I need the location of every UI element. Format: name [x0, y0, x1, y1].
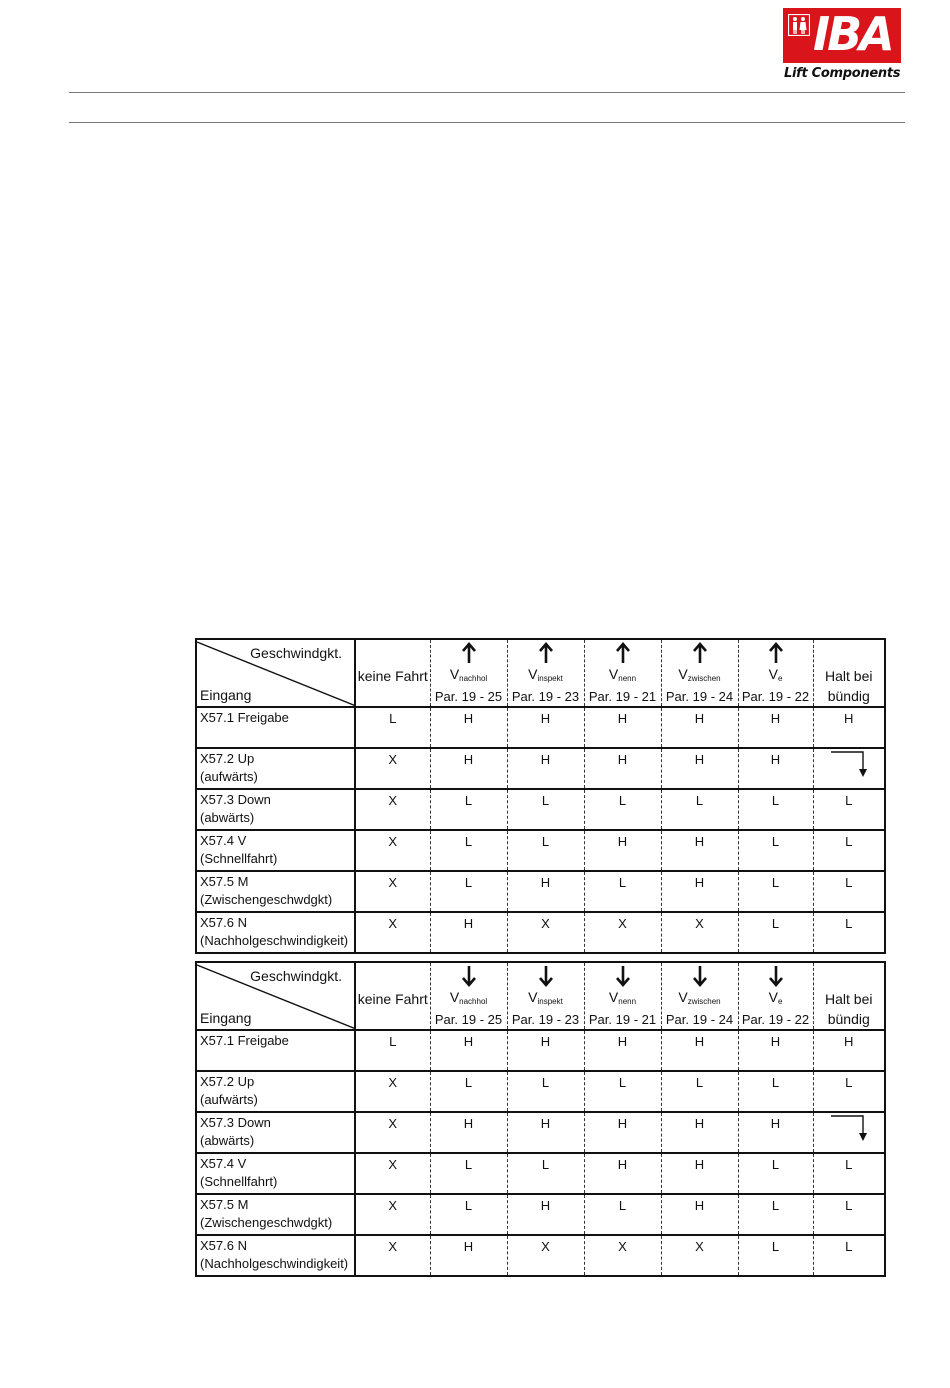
value-cell: L: [507, 1071, 584, 1112]
company-logo: [783, 8, 905, 84]
value-cell: L: [430, 830, 507, 871]
down-arrow-icon: [461, 965, 477, 987]
value-cell: H: [584, 1030, 661, 1071]
value-cell: H: [507, 1194, 584, 1235]
value-cell: X: [355, 912, 430, 953]
column-header-6: [813, 962, 885, 1030]
value-cell: H: [430, 748, 507, 789]
value-cell: L: [507, 830, 584, 871]
speed-name: [585, 989, 661, 1006]
speed-table-down: [195, 961, 886, 1277]
input-name: X57.4 V: [200, 1156, 247, 1171]
stop-label-line1: Halt bei: [825, 668, 873, 684]
value-cell: H: [430, 912, 507, 953]
column-header-4: [661, 639, 738, 707]
input-description: (Zwischengeschwdgkt): [200, 892, 333, 907]
speed-subscript: nachhol: [459, 674, 488, 683]
value-cell: H: [430, 1112, 507, 1153]
down-arrow-icon: [538, 965, 554, 987]
speed-table-up: [195, 638, 886, 954]
bend-down-arrow-icon: [829, 1113, 869, 1143]
table-row: [196, 1030, 885, 1071]
speed-subscript: zwischen: [687, 997, 721, 1006]
table-row: [196, 1112, 885, 1153]
value-cell: L: [738, 1194, 813, 1235]
input-label-cell: [196, 1030, 355, 1071]
input-label-cell: [196, 748, 355, 789]
value-cell: X: [355, 1071, 430, 1112]
value-cell: L: [584, 789, 661, 830]
value-cell: X: [355, 830, 430, 871]
input-description: (Schnellfahrt): [200, 1174, 278, 1189]
input-label-cell: [196, 830, 355, 871]
column-header-3: [584, 962, 661, 1030]
input-label-cell: [196, 1071, 355, 1112]
speed-subscript: zwischen: [687, 674, 721, 683]
table-row: [196, 830, 885, 871]
value-cell: X: [355, 748, 430, 789]
speed-symbol: V: [449, 666, 460, 682]
value-cell: L: [661, 1071, 738, 1112]
value-cell: X: [661, 1235, 738, 1276]
speed-symbol: V: [678, 666, 688, 682]
logo-wordmark: IBA: [813, 7, 892, 61]
value-cell: H: [738, 707, 813, 748]
speed-name: [431, 989, 507, 1006]
up-arrow-icon: [615, 642, 631, 664]
value-cell: L: [661, 789, 738, 830]
parameter-ref: Par. 19 - 25: [434, 1012, 503, 1027]
up-arrow-icon: [768, 642, 784, 664]
input-description: (aufwärts): [200, 769, 258, 784]
value-cell: X: [584, 1235, 661, 1276]
speed-symbol: V: [528, 666, 538, 682]
stop-label-line2: bündig: [827, 1011, 870, 1027]
value-cell: X: [661, 912, 738, 953]
input-label-cell: [196, 1235, 355, 1276]
input-header-label: Eingang: [200, 687, 252, 703]
parameter-ref: Par. 19 - 21: [588, 689, 657, 704]
value-cell: H: [661, 1194, 738, 1235]
input-label-cell: [196, 707, 355, 748]
value-cell: L: [813, 1071, 885, 1112]
value-cell: L: [738, 830, 813, 871]
column-header-0: [355, 962, 430, 1030]
value-cell: H: [661, 830, 738, 871]
input-name: X57.5 M: [200, 874, 249, 889]
input-label-cell: [196, 1112, 355, 1153]
table-row: [196, 748, 885, 789]
parameter-ref: Par. 19 - 23: [511, 1012, 580, 1027]
speed-subscript: nenn: [618, 997, 637, 1006]
speed-name: [508, 666, 584, 683]
value-cell: H: [738, 748, 813, 789]
down-arrow-icon: [768, 965, 784, 987]
speed-subscript: nenn: [618, 674, 637, 683]
input-name: X57.2 Up: [200, 751, 255, 766]
value-cell: X: [355, 1112, 430, 1153]
value-cell: L: [738, 871, 813, 912]
value-cell: H: [813, 1030, 885, 1071]
column-header-4: [661, 962, 738, 1030]
value-cell: H: [738, 1112, 813, 1153]
value-cell: H: [430, 1235, 507, 1276]
value-cell: X: [355, 871, 430, 912]
value-cell: L: [813, 912, 885, 953]
column-header-5: [738, 962, 813, 1030]
value-cell: H: [661, 1030, 738, 1071]
value-cell: H: [584, 1153, 661, 1194]
up-arrow-icon: [538, 642, 554, 664]
parameter-ref: Par. 19 - 24: [665, 689, 734, 704]
table-row: [196, 1071, 885, 1112]
column-header-6: [813, 639, 885, 707]
down-arrow-icon: [692, 965, 708, 987]
value-cell: L: [813, 1235, 885, 1276]
logo-red-box: [783, 8, 901, 63]
up-arrow-icon: [461, 642, 477, 664]
speed-header-label: Geschwindgkt.: [250, 968, 342, 984]
value-cell: L: [430, 871, 507, 912]
value-cell: H: [507, 1112, 584, 1153]
column-header-5: [738, 639, 813, 707]
value-cell: L: [430, 1153, 507, 1194]
speed-subscript: inspekt: [537, 997, 563, 1006]
value-cell: H: [507, 1030, 584, 1071]
value-cell: H: [507, 707, 584, 748]
no-travel-label: keine Fahrt: [357, 668, 428, 684]
speed-symbol: V: [768, 989, 778, 1005]
speed-subscript: e: [777, 674, 783, 683]
value-cell: L: [355, 707, 430, 748]
column-header-2: [507, 639, 584, 707]
table-row: [196, 707, 885, 748]
speed-subscript: inspekt: [537, 674, 563, 683]
value-cell: L: [738, 1153, 813, 1194]
speed-symbol: V: [678, 989, 688, 1005]
stop-label-line2: bündig: [827, 688, 870, 704]
value-cell: L: [507, 1153, 584, 1194]
value-cell: L: [813, 1194, 885, 1235]
elevator-figures-icon: [788, 14, 810, 36]
speed-name: [585, 666, 661, 683]
column-header-0: [355, 639, 430, 707]
parameter-ref: Par. 19 - 22: [741, 689, 810, 704]
value-cell: L: [813, 789, 885, 830]
input-description: (aufwärts): [200, 1092, 258, 1107]
value-cell: L: [584, 1194, 661, 1235]
speed-symbol: V: [449, 989, 460, 1005]
value-cell: L: [584, 871, 661, 912]
value-cell: X: [355, 1153, 430, 1194]
speed-symbol: V: [608, 666, 619, 682]
value-cell: X: [584, 912, 661, 953]
parameter-ref: Par. 19 - 25: [434, 689, 503, 704]
input-description: (abwärts): [200, 810, 255, 825]
input-name: X57.1 Freigabe: [200, 1033, 289, 1048]
value-cell: L: [813, 830, 885, 871]
value-cell: H: [661, 871, 738, 912]
input-description: (Zwischengeschwdgkt): [200, 1215, 333, 1230]
input-name: X57.6 N: [200, 915, 247, 930]
value-cell: H: [584, 748, 661, 789]
corner-cell: [196, 639, 355, 707]
column-header-2: [507, 962, 584, 1030]
value-cell: X: [507, 1235, 584, 1276]
value-cell: L: [430, 1071, 507, 1112]
parameter-ref: Par. 19 - 23: [511, 689, 580, 704]
value-cell: H: [507, 748, 584, 789]
logo-caption: Lift Components: [784, 66, 901, 81]
parameter-ref: Par. 19 - 21: [588, 1012, 657, 1027]
input-description: (Schnellfahrt): [200, 851, 278, 866]
down-arrow-icon: [615, 965, 631, 987]
table-row: [196, 1194, 885, 1235]
value-cell: H: [430, 1030, 507, 1071]
parameter-ref: Par. 19 - 22: [741, 1012, 810, 1027]
value-cell: L: [355, 1030, 430, 1071]
value-cell: L: [738, 789, 813, 830]
value-cell: [813, 1112, 885, 1153]
speed-name: [662, 666, 738, 683]
value-cell: H: [584, 830, 661, 871]
corner-cell: [196, 962, 355, 1030]
speed-name: [431, 666, 507, 683]
value-cell: H: [430, 707, 507, 748]
stop-label-line1: Halt bei: [825, 991, 873, 1007]
value-cell: L: [430, 1194, 507, 1235]
value-cell: H: [507, 871, 584, 912]
input-label-cell: [196, 789, 355, 830]
input-name: X57.5 M: [200, 1197, 249, 1212]
input-description: (abwärts): [200, 1133, 255, 1148]
value-cell: X: [355, 1194, 430, 1235]
value-cell: X: [507, 912, 584, 953]
speed-symbol: V: [528, 989, 538, 1005]
header-rule-top: [69, 92, 905, 93]
speed-subscript: nachhol: [459, 997, 488, 1006]
input-header-label: Eingang: [200, 1010, 252, 1026]
column-header-3: [584, 639, 661, 707]
value-cell: L: [813, 871, 885, 912]
input-label-cell: [196, 871, 355, 912]
input-name: X57.3 Down: [200, 1115, 271, 1130]
value-cell: L: [738, 912, 813, 953]
value-cell: H: [738, 1030, 813, 1071]
table-row: [196, 871, 885, 912]
value-cell: L: [430, 789, 507, 830]
up-arrow-icon: [692, 642, 708, 664]
speed-name: [662, 989, 738, 1006]
table-row: [196, 912, 885, 953]
value-cell: L: [738, 1071, 813, 1112]
value-cell: H: [661, 1112, 738, 1153]
value-cell: H: [813, 707, 885, 748]
value-cell: H: [584, 1112, 661, 1153]
table-row: [196, 1153, 885, 1194]
input-name: X57.2 Up: [200, 1074, 255, 1089]
speed-name: [739, 666, 813, 683]
input-label-cell: [196, 1194, 355, 1235]
input-description: (Nachholgeschwindigkeit): [200, 1256, 349, 1271]
speed-name: [739, 989, 813, 1006]
table-row: [196, 789, 885, 830]
parameter-ref: Par. 19 - 24: [665, 1012, 734, 1027]
input-label-cell: [196, 1153, 355, 1194]
header-rule-bottom: [69, 122, 905, 123]
speed-subscript: e: [777, 997, 783, 1006]
value-cell: [813, 748, 885, 789]
value-cell: L: [507, 789, 584, 830]
no-travel-label: keine Fahrt: [357, 991, 428, 1007]
speed-name: [508, 989, 584, 1006]
value-cell: L: [584, 1071, 661, 1112]
value-cell: H: [584, 707, 661, 748]
value-cell: X: [355, 1235, 430, 1276]
speed-symbol: V: [768, 666, 778, 682]
bend-down-arrow-icon: [829, 749, 869, 779]
value-cell: L: [813, 1153, 885, 1194]
speed-header-label: Geschwindgkt.: [250, 645, 342, 661]
speed-symbol: V: [608, 989, 619, 1005]
value-cell: H: [661, 1153, 738, 1194]
input-name: X57.6 N: [200, 1238, 247, 1253]
table-header-row: [196, 639, 885, 707]
value-cell: H: [661, 707, 738, 748]
table-header-row: [196, 962, 885, 1030]
value-cell: X: [355, 789, 430, 830]
column-header-1: [430, 639, 507, 707]
input-name: X57.4 V: [200, 833, 247, 848]
value-cell: L: [738, 1235, 813, 1276]
input-label-cell: [196, 912, 355, 953]
value-cell: H: [661, 748, 738, 789]
input-name: X57.3 Down: [200, 792, 271, 807]
column-header-1: [430, 962, 507, 1030]
input-name: X57.1 Freigabe: [200, 710, 289, 725]
table-row: [196, 1235, 885, 1276]
input-description: (Nachholgeschwindigkeit): [200, 933, 349, 948]
